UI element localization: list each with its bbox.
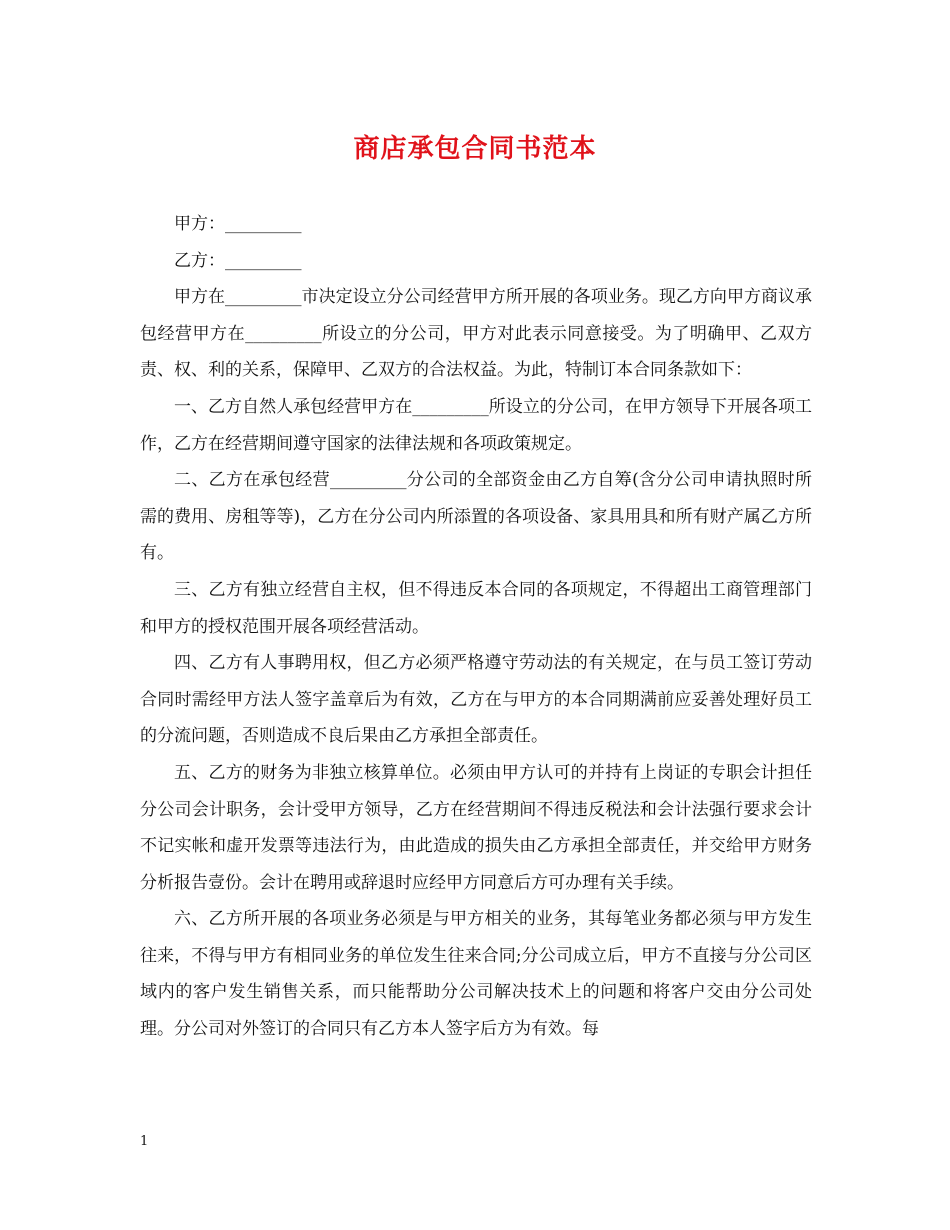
paragraph-clause-1: 一、乙方自然人承包经营甲方在_________所设立的分公司，在甲方领导下开展各项工作，乙方在经营期间遵守国家的法律法规和各项政策规定。 — [140, 396, 812, 454]
paragraph-clause-3: 三、乙方有独立经营自主权，但不得违反本合同的各项规定，不得超出工商管理部门和甲方的授权范围开展各项经营活动。 — [140, 579, 812, 637]
party-b-line: 乙方：_________ — [174, 250, 302, 271]
paragraph-clause-4: 四、乙方有人事聘用权，但乙方必须严格遵守劳动法的有关规定，在与员工签订劳动合同时需经甲方法人签字盖章后为有效，乙方在与甲方的本合同期满前应妥善处理好员工的分流问题，否则造成不良后果由乙方承担全部责任。 — [140, 653, 812, 747]
document-title: 商店承包合同书范本 — [353, 134, 597, 164]
paragraph-clause-6: 六、乙方所开展的各项业务必须是与甲方相关的业务，其每笔业务都必须与甲方发生往来，不得与甲方有相同业务的单位发生往来合同;分公司成立后，甲方不直接与分公司区域内的客户发生销售关系，而只能帮助分公司解决技术上的问题和将客户交由分公司处理。分公司对外签订的合同只有乙方本人签字后方为有效。每 — [140, 909, 812, 1040]
paragraph-clause-5: 五、乙方的财务为非独立核算单位。必须由甲方认可的并持有上岗证的专职会计担任分公司会计职务，会计受甲方领导，乙方在经营期间不得违反税法和会计法强行要求会计不记实帐和虚开发票等违法行为，由此造成的损失由乙方承担全部责任，并交给甲方财务分析报告壹份。会计在聘用或辞退时应经甲方同意后方可办理有关手续。 — [140, 762, 812, 893]
party-a-line: 甲方：_________ — [174, 214, 302, 234]
document-body — [140, 206, 812, 1048]
paragraph-preamble: 甲方在_________市决定设立分公司经营甲方所开展的各项业务。现乙方向甲方商议承包经营甲方在_________所设立的分公司，甲方对此表示同意接受。为了明确甲、乙双方责、权、利的关系，保障甲、乙双方的合法权益。为此，特制订本合同条款如下： — [140, 287, 812, 381]
page-number: 1 — [140, 1134, 149, 1149]
paragraph-clause-2: 二、乙方在承包经营_________分公司的全部资金由乙方自筹(含分公司申请执照时所需的费用、房租等等)，乙方在分公司内所添置的各项设备、家具用具和所有财产属乙方所有。 — [140, 470, 812, 564]
